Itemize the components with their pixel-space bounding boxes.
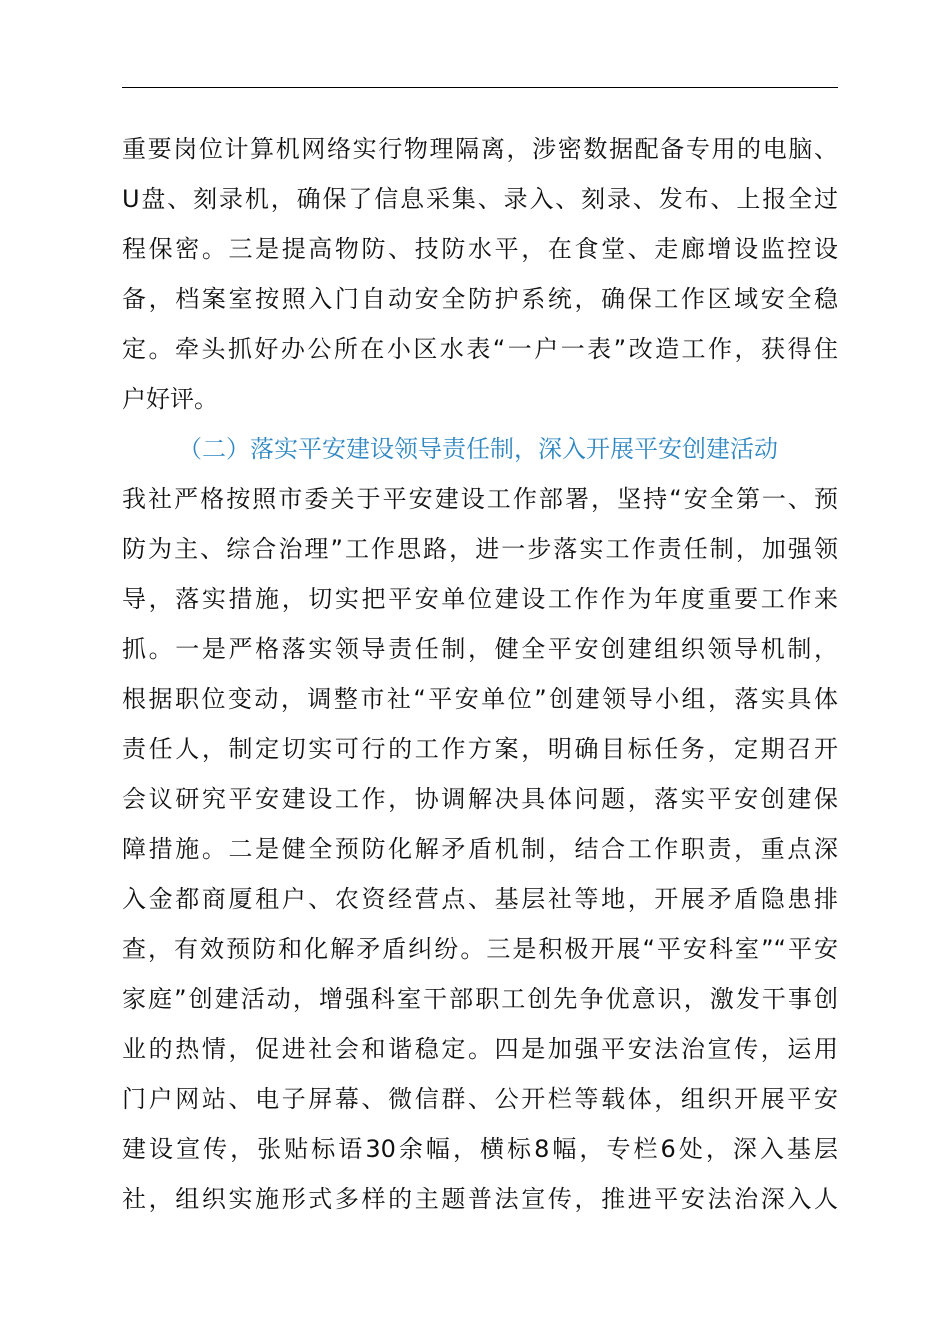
paragraph-line: 查，有效预防和化解矛盾纠纷。三是积极开展“平安科室”“平安 [122,935,838,963]
paragraph-line: U盘、刻录机，确保了信息采集、录入、刻录、发布、上报全过 [122,185,838,213]
paragraph-line: 会议研究平安建设工作，协调解决具体问题，落实平安创建保 [122,785,838,813]
paragraph-line: 入金都商厦租户、农资经营点、基层社等地，开展矛盾隐患排 [122,885,838,913]
paragraph-line: 户好评。 [122,385,218,413]
paragraph-line: 防为主、综合治理”工作思路，进一步落实工作责任制，加强领 [122,535,838,563]
section-heading: （二）落实平安建设领导责任制，深入开展平安创建活动 [178,435,778,463]
body-text [122,124,838,1224]
paragraph-line: 责任人，制定切实可行的工作方案，明确目标任务，定期召开 [122,735,838,763]
paragraph-line: 我社严格按照市委关于平安建设工作部署，坚持“安全第一、预 [122,485,838,513]
paragraph-line: 定。牵头抓好办公所在小区水表“一户一表”改造工作，获得住 [122,335,838,363]
paragraph-line: 程保密。三是提高物防、技防水平，在食堂、走廊增设监控设 [122,235,838,263]
paragraph-line: 根据职位变动，调整市社“平安单位”创建领导小组，落实具体 [122,685,838,713]
header-rule [122,87,838,88]
paragraph-line: 业的热情，促进社会和谐稳定。四是加强平安法治宣传，运用 [122,1035,838,1063]
paragraph-line: 建设宣传，张贴标语30余幅，横标8幅，专栏6处，深入基层 [122,1135,838,1163]
paragraph-line: 备，档案室按照入门自动安全防护系统，确保工作区域安全稳 [122,285,838,313]
paragraph-line: 社，组织实施形式多样的主题普法宣传，推进平安法治深入人 [122,1185,838,1213]
paragraph-line: 家庭”创建活动，增强科室干部职工创先争优意识，激发干事创 [122,985,838,1013]
paragraph-line: 导，落实措施，切实把平安单位建设工作作为年度重要工作来 [122,585,838,613]
paragraph-line: 门户网站、电子屏幕、微信群、公开栏等载体，组织开展平安 [122,1085,838,1113]
paragraph-line: 重要岗位计算机网络实行物理隔离，涉密数据配备专用的电脑、 [122,135,838,163]
paragraph-line: 障措施。二是健全预防化解矛盾机制，结合工作职责，重点深 [122,835,838,863]
paragraph-line: 抓。一是严格落实领导责任制，健全平安创建组织领导机制， [122,635,838,663]
